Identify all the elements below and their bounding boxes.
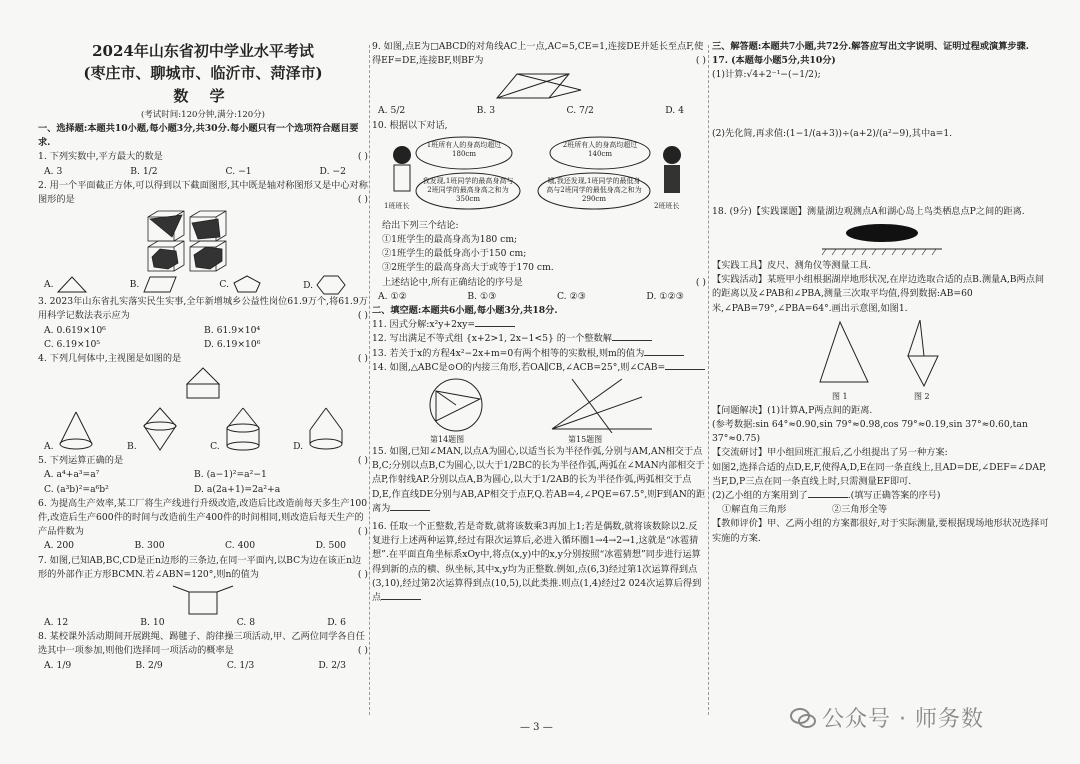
wechat-icon bbox=[790, 707, 816, 729]
answer-paren: ( ) bbox=[357, 310, 368, 322]
speech-bubble-2: 2班所有人的身高均超过140cm bbox=[562, 140, 638, 158]
q5-options bbox=[38, 468, 368, 482]
q8-stem: 8. 某校课外活动期间开展跳绳、踢毽子、韵律操三项活动,甲、乙两位同学各自任选其中一项参加,则他们选择同一项活动的概率是 bbox=[38, 631, 365, 657]
speech-bubble-1: 1班所有人的身高均超过180cm bbox=[426, 140, 502, 158]
option-a: A. bbox=[44, 410, 96, 454]
question-18: 18. (9分)【实践课题】测量湖边观测点A和湖心岛上鸟类栖息点P之间的距离. bbox=[712, 205, 1025, 217]
q9-stem: 9. 如图,点E为□ABCD的对角线AC上一点,AC=5,CE=1,连接DE并延长至点F,使得EF=DE,连接BF,则BF为 bbox=[372, 41, 704, 67]
q10-conclusion-1: ①1班学生的最高身高为180 cm; bbox=[382, 234, 518, 246]
column-divider bbox=[369, 45, 370, 715]
column-2 bbox=[372, 40, 706, 605]
question-17-part-1: (1)计算:√4+2⁻¹−(−1/2); bbox=[712, 69, 821, 81]
fig15-caption: 第15题图 bbox=[568, 435, 603, 445]
answer-paren: ( ) bbox=[357, 353, 368, 365]
q2-stem: 2. 用一个平面截正方体,可以得到以下截面图形,其中既是轴对称图形又是中心对称图形的是 bbox=[38, 179, 368, 206]
q3-options-2 bbox=[38, 338, 368, 352]
class1-leader-label: 1班班长 bbox=[384, 201, 410, 210]
option-b: B. 1/2 bbox=[130, 165, 158, 177]
question-11: 11. 因式分解:x²y+2xy= bbox=[372, 318, 706, 332]
answer-paren: ( ) bbox=[357, 526, 368, 538]
q1-stem: 1. 下列实数中,平方最大的数是 bbox=[38, 151, 163, 163]
question-15: 15. 如图,已知∠MAN,以点A为圆心,以适当长为半径作弧,分别与AM,AN相交于点B,C;分别以点B,C为圆心,以大于1/2BC的长为半径作弧,两弧在∠MAN内部相交于点P,作射线AP.分别以点A,B为圆心,以大于1/2AB的长为半径作弧,两弧相交于点D,E,作直线DE分别与AB,AP相交于点F,Q.若AB=4,∠PQE=67.5°,则F到AN的距离为 bbox=[372, 446, 706, 514]
question-18-part-2: (2)乙小组的方案用到了 .(填写正确答案的序号) bbox=[712, 490, 941, 502]
q10-ask bbox=[372, 276, 706, 290]
practice-activity: 【实践活动】某班甲小组根据湖岸地形状况,在岸边选取合适的点B.测量A,B两点间的距离以及∠PAB和∠PBA,测量三次取平均值,得到数据:AB=60米,∠PAB=79°,∠PBA=64°.画出示意图,如图1. bbox=[712, 274, 1045, 314]
q10-conclusion-3: ③2班学生的最高身高大于或等于170 cm. bbox=[382, 262, 554, 274]
option-d: D. 2/3 bbox=[318, 659, 346, 671]
exam-subtitle: (枣庄市、聊城市、临沂市、菏泽市) bbox=[83, 64, 323, 82]
fig2-caption: 图 2 bbox=[914, 391, 930, 401]
q3-options bbox=[38, 324, 368, 338]
option-c: C. bbox=[210, 406, 263, 454]
option-c: C. ②③ bbox=[556, 290, 586, 302]
option-c: C. 6.19×10⁵ bbox=[44, 338, 101, 350]
option-b: B. bbox=[130, 275, 179, 295]
question-17-header: 17. (本题每小题5分,共10分) bbox=[712, 55, 836, 67]
q4-options bbox=[38, 402, 368, 454]
answer-paren: ( ) bbox=[357, 645, 368, 657]
option-b: B. 3 bbox=[476, 105, 496, 117]
figures-1-2 bbox=[712, 316, 1052, 404]
cube-section-figure bbox=[138, 207, 268, 275]
speech-bubble-3: 我发现,1班同学的最高身高与2班同学的最高身高之和为350cm bbox=[422, 176, 514, 203]
option-d: D. a(2a+1)=2a²+a bbox=[194, 483, 281, 495]
column-3 bbox=[712, 40, 1052, 546]
answer-paren: ( ) bbox=[357, 455, 368, 467]
q1-options bbox=[38, 165, 368, 179]
answer-space bbox=[712, 83, 1052, 127]
section-3-header: 三、解答题:本题共7小题,共72分.解答应写出文字说明、证明过程或演算步骤. bbox=[712, 41, 1029, 52]
option-d: D. −2 bbox=[319, 165, 346, 177]
question-10: 10. 根据以下对话, bbox=[372, 119, 448, 131]
option-c: C. 1/3 bbox=[226, 659, 255, 671]
q5-options-2 bbox=[38, 483, 368, 497]
exam-title: 2024年山东省初中学业水平考试 bbox=[92, 42, 314, 60]
fig14-caption: 第14题图 bbox=[430, 435, 465, 445]
question-16: 16. 任取一个正整数,若是奇数,就将该数乘3再加上1;若是偶数,就将该数除以2.反复进行上述两种运算,经过有限次运算后,必进入循环圈1→4→2→1,这就是“冰雹猜想”.在平面直角坐标系xOy中,将点(x,y)中的x,y分别按照“冰雹猜想”同步进行运算得到新的点的横、纵坐标,其中x,y均为正整数.例如,点(6,3)经过第1次运算得到点(3,10),经过第2次运算得到点(10,5),以此类推.则点(1,4)经过2 024次运算后得到点 bbox=[372, 521, 702, 604]
q7-options bbox=[38, 616, 368, 630]
option-b: B. 300 bbox=[134, 540, 165, 552]
q2-options bbox=[38, 275, 368, 295]
parallelogram-figure bbox=[489, 68, 589, 104]
option-c: C. 8 bbox=[236, 617, 256, 629]
option-c: C. −1 bbox=[225, 165, 252, 177]
plan-description: 如图2,选择合适的点D,E,F,使得A,D,E在同一条直线上,且AD=DE,∠DEF=∠DAP,当F,D,P三点在同一条直线上时,只需测量EF即可. bbox=[712, 461, 1047, 487]
answer-paren: ( ) bbox=[695, 55, 706, 67]
question-17-part-2: (2)先化简,再求值:(1−1/(a+3))÷(a+2)/(a²−9),其中a=1. bbox=[712, 127, 953, 139]
option-1: ①解直角三角形 bbox=[722, 504, 787, 516]
answer-paren: ( ) bbox=[695, 276, 706, 288]
option-a: A. 1/9 bbox=[44, 659, 72, 671]
option-d: D. ①②③ bbox=[646, 290, 684, 302]
column-1 bbox=[38, 40, 368, 673]
speech-bubble-4: 哦,我还发现,1班同学的最低身高与2班同学的最低身高之和为290cm bbox=[546, 176, 642, 203]
answer-space bbox=[712, 141, 1052, 205]
question-8 bbox=[38, 630, 368, 658]
question-6 bbox=[38, 497, 368, 540]
q4-stem: 4. 下列几何体中,主视图是如图的是 bbox=[38, 353, 182, 365]
option-b: B. 2/9 bbox=[135, 659, 163, 671]
front-view-figure bbox=[183, 366, 223, 402]
option-c: C. bbox=[219, 275, 262, 295]
q6-stem: 6. 为提高生产效率,某工厂将生产线进行升级改造,改造后比改造前每天多生产100件,改造后生产600件的时间与改造前生产400件的时间相同,则改造后每天生产的产品件数为 bbox=[38, 497, 368, 538]
option-a: A. 5/2 bbox=[378, 105, 406, 117]
option-d: D. bbox=[293, 406, 346, 454]
question-14: 14. 如图,△ABC是⊙O的内接三角形,若OA∥CB,∠ACB=25°,则∠CAB= bbox=[372, 361, 706, 375]
q10-options bbox=[372, 290, 706, 304]
question-9 bbox=[372, 40, 706, 68]
section-2-header: 二、填空题:本题共6小题,每小题3分,共18分. bbox=[372, 305, 558, 317]
q9-options bbox=[372, 104, 706, 118]
option-b: B. 61.9×10⁴ bbox=[204, 324, 261, 336]
q18-options bbox=[712, 503, 1052, 517]
q10-ask-text: 上述结论中,所有正确结论的序号是 bbox=[382, 276, 523, 288]
answer-paren: ( ) bbox=[357, 568, 368, 580]
triangle-figures bbox=[712, 316, 1052, 392]
option-2: ②三角形全等 bbox=[832, 504, 888, 516]
question-12: 12. 写出满足不等式组 {x+2>1, 2x−1<5} 的一个整数解 bbox=[372, 332, 706, 346]
class2-leader-label: 2班班长 bbox=[654, 201, 680, 210]
question-1 bbox=[38, 150, 368, 164]
exam-info: (考试时间:120分钟,满分:120分) bbox=[140, 110, 265, 120]
q8-options bbox=[38, 659, 368, 673]
option-a: A. a⁴+a³=a⁷ bbox=[44, 469, 100, 481]
question-13: 13. 若关于x的方程4x²−2x+m=0有两个相等的实数根,则m的值为 bbox=[372, 347, 706, 361]
option-b: B. (a−1)²=a²−1 bbox=[194, 469, 267, 481]
fig1-caption: 图 1 bbox=[832, 391, 848, 401]
option-c: C. 7/2 bbox=[566, 105, 594, 117]
q10-given: 给出下列三个结论: bbox=[382, 219, 459, 231]
q7-stem: 7. 如图,已知AB,BC,CD是正n边形的三条边,在同一平面内,以BC为边在该正n边形的外部作正方形BCMN.若∠ABN=120°,则n的值为 bbox=[38, 554, 362, 580]
option-a: A. 12 bbox=[44, 617, 69, 629]
q5-stem: 5. 下列运算正确的是 bbox=[38, 455, 124, 467]
option-a: A. bbox=[44, 275, 88, 295]
option-c: C. 400 bbox=[225, 540, 256, 552]
teacher-evaluation: 【教师评价】甲、乙两小组的方案都很好,对于实际测量,要根据现场地形状况选择可实施的方案. bbox=[712, 518, 1049, 544]
question-7 bbox=[38, 554, 368, 582]
reference-data: (参考数据:sin 64°≈0.90,sin 79°≈0.98,cos 79°≈0.19,sin 37°≈0.60,tan 37°≈0.75) bbox=[712, 419, 1028, 445]
option-c: C. (a³b)²=a⁶b² bbox=[44, 483, 109, 495]
option-d: D. 6.19×10⁶ bbox=[204, 338, 261, 350]
dialogue-figure bbox=[372, 133, 706, 219]
option-a: A. 3 bbox=[44, 165, 63, 177]
question-5 bbox=[38, 454, 368, 468]
option-d: D. bbox=[303, 275, 346, 295]
option-a: A. ①② bbox=[378, 290, 407, 302]
practice-tools: 【实践工具】皮尺、测角仪等测量工具. bbox=[712, 260, 872, 272]
geometry-figures bbox=[372, 375, 706, 433]
question-4 bbox=[38, 352, 368, 366]
option-a: A. 0.619×10⁶ bbox=[44, 324, 106, 336]
option-a: A. 200 bbox=[44, 540, 75, 552]
column-divider bbox=[708, 45, 709, 715]
subject-title: 数 学 bbox=[173, 87, 233, 105]
discussion: 【交流研讨】甲小组回班汇报后,乙小组提出了另一种方案: bbox=[712, 447, 948, 459]
polygon-square-figure bbox=[163, 582, 243, 616]
option-b: B. ①③ bbox=[467, 290, 497, 302]
figures-14-15 bbox=[372, 375, 706, 445]
option-d: D. 6 bbox=[327, 617, 346, 629]
q10-conclusion-2: ②1班学生的最低身高小于150 cm; bbox=[382, 248, 527, 260]
lake-island-figure bbox=[812, 219, 952, 259]
section-1-header: 一、选择题:本题共10小题,每小题3分,共30分.每小题只有一个选项符合题目要求. bbox=[38, 123, 359, 149]
answer-paren: ( ) bbox=[357, 194, 368, 206]
option-d: D. 500 bbox=[315, 540, 346, 552]
problem-solving: 【问题解决】(1)计算A,P两点间的距离. bbox=[712, 404, 873, 416]
q6-options bbox=[38, 539, 368, 553]
option-b: B. bbox=[127, 406, 180, 454]
q3-stem: 3. 2023年山东省扎实落实民生实事,全年新增城乡公益性岗位61.9万个,将61.9万用科学记数法表示应为 bbox=[38, 296, 368, 322]
watermark: 公众号 · 师务数 bbox=[790, 702, 984, 733]
question-2 bbox=[38, 179, 368, 207]
page-number: — 3 — bbox=[520, 722, 553, 733]
option-d: D. 4 bbox=[665, 105, 684, 117]
answer-paren: ( ) bbox=[357, 151, 368, 163]
option-b: B. 10 bbox=[140, 617, 165, 629]
question-3 bbox=[38, 295, 368, 323]
